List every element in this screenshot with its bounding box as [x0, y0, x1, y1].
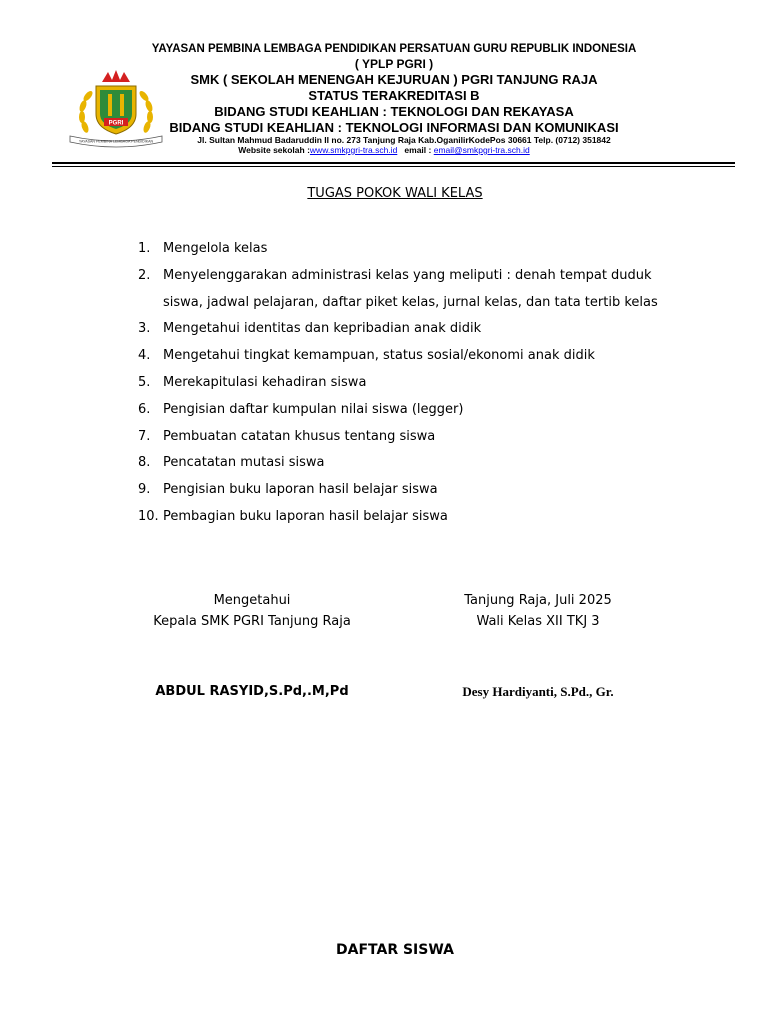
school-name: SMK ( SEKOLAH MENENGAH KEJURUAN ) PGRI TANJUNG RAJA: [190, 72, 598, 87]
document-title: TUGAS POKOK WALI KELAS: [307, 186, 483, 201]
website-label: Website sekolah :: [238, 145, 310, 155]
list-item: 6. Pengisian daftar kumpulan nilai siswa (legger): [138, 401, 464, 417]
signature-block-homeroom: [398, 590, 678, 632]
accreditation-status: STATUS TERAKREDITASI B: [308, 88, 480, 103]
list-item: 3. Mengetahui identitas dan kepribadian anak didik: [138, 321, 482, 337]
list-item: 2. Menyelenggarakan administrasi kelas yang meliputi : denah tempat duduk siswa, jadwal pelajaran, daftar piket kelas, jurnal kelas, dan tata tertib kelas: [138, 267, 658, 310]
list-item: 7. Pembuatan catatan khusus tentang siswa: [138, 428, 436, 444]
email-label: email :: [404, 145, 432, 155]
list-item: 4. Mengetahui tingkat kemampuan, status sosial/ekonomi anak didik: [138, 348, 595, 364]
principal-title: Kepala SMK PGRI Tanjung Raja: [153, 614, 351, 629]
study-field-2: BIDANG STUDI KEAHLIAN : TEKNOLOGI INFORMASI DAN KOMUNIKASI: [169, 120, 619, 135]
website-link[interactable]: www.smkpgri-tra.sch.id: [309, 145, 398, 155]
list-item: 10. Pembagian buku laporan hasil belajar siswa: [138, 508, 448, 524]
place-date: Tanjung Raja, Juli 2025: [464, 593, 612, 608]
list-item: 1. Mengelola kelas: [138, 241, 268, 256]
acknowledged-label: Mengetahui: [213, 593, 291, 608]
list-item: 8. Pencatatan mutasi siswa: [138, 455, 325, 471]
svg-text:PGRI: PGRI: [108, 120, 124, 127]
foundation-name: YAYASAN PEMBINA LEMBAGA PENDIDIKAN PERSATUAN GURU REPUBLIK INDONESIA: [151, 43, 637, 55]
study-field-1: BIDANG STUDI KEAHLIAN : TEKNOLOGI DAN REKAYASA: [214, 104, 574, 119]
duty-list: [138, 236, 683, 531]
foundation-abbrev: ( YPLP PGRI ): [354, 57, 434, 71]
email-link[interactable]: email@smkpgri-tra.sch.id: [433, 145, 530, 155]
letterhead-rule-thin: [52, 166, 735, 167]
list-item: 5. Merekapitulasi kehadiran siswa: [138, 374, 367, 390]
contact-line: [0, 145, 768, 155]
principal-name: ABDUL RASYID,S.Pd,.M,Pd: [155, 684, 349, 699]
letterhead-rule-thick: [52, 162, 735, 164]
letterhead: [0, 0, 768, 170]
svg-text:YAYASAN PEMBINA LEMBAGA PENDID: YAYASAN PEMBINA LEMBAGA PENDIDIKAN: [78, 139, 154, 144]
student-list-heading: DAFTAR SISWA: [336, 942, 454, 958]
homeroom-teacher-name: Desy Hardiyanti, S.Pd., Gr.: [462, 684, 614, 699]
list-item: 9. Pengisian buku laporan hasil belajar siswa: [138, 482, 438, 498]
school-address: Jl. Sultan Mahmud Badaruddin II no. 273 Tanjung Raja Kab.OganilirKodePos 30661 Telp. (0712) 351842: [197, 135, 611, 145]
homeroom-title: Wali Kelas XII TKJ 3: [476, 614, 600, 629]
signature-block-principal: [112, 590, 392, 632]
